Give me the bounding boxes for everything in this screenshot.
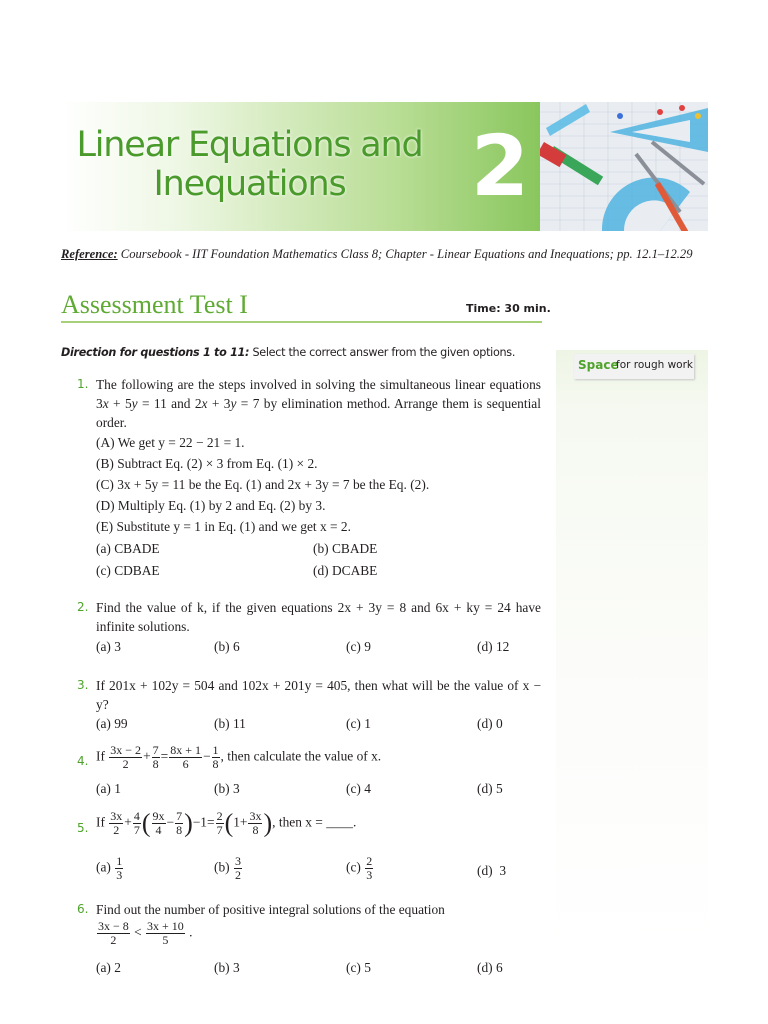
fraction: $\frac{7}{8}$ [152,743,159,771]
question-equation: If $\frac{3x}{2}$ + $\frac{4}{7}$ ( $\frac{9x}{4}$ − $\frac{7}{8}$ )−1= $\frac{2}{7}$ (1+ $\frac{3x}{8}$ ), then x = ____. [96,808,357,838]
option-c[interactable]: (c) 4 [346,781,371,796]
question-number: 3. [77,678,89,692]
option-b[interactable]: (b) 6 [214,639,240,654]
step-a: (A) We get y = 22 − 21 = 1. [96,435,245,450]
question-number: 2. [77,600,89,614]
option-b[interactable]: (b) $\frac{3}{2}$ [214,854,241,882]
rough-work-label: for rough work [616,359,694,371]
fraction: $\frac{8x + 1}{6}$ [170,743,201,771]
rough-work-area [556,350,708,975]
option-c[interactable]: (c) $\frac{2}{3}$ [346,854,373,882]
fraction: $\frac{1}{8}$ [212,743,219,771]
test-title: Assessment Test I [61,290,248,319]
step-e: (E) Substitute y = 1 in Eq. (1) and we get x = 2. [96,519,351,534]
option-a[interactable]: (a) 99 [96,716,128,731]
option-b[interactable]: (b) CBADE [313,541,378,556]
option-a[interactable]: (a) CBADE [96,541,160,556]
chapter-number: 2 [470,117,530,215]
option-a[interactable]: (a) 3 [96,639,121,654]
step-c: (C) 3x + 5y = 11 be the Eq. (1) and 2x + 3y = 7 be the Eq. (2). [96,477,430,492]
direction-text [61,346,515,359]
reference-note [61,245,708,264]
option-c[interactable]: (c) 9 [346,639,371,654]
option-d[interactable]: (d) 0 [477,716,503,731]
option-d[interactable]: (d) 12 [477,639,510,654]
question-equation: If $\frac{3x - 2}{2}$ + $\frac{7}{8}$ = $\frac{8x + 1}{6}$ − $\frac{1}{8}$ , then calculate the value of x. [96,743,382,771]
test-time: Time: 30 min. [466,302,551,315]
option-d[interactable]: (d) 6 [477,960,503,975]
direction-instruction: Select the correct answer from the given options. [249,346,516,359]
question-number: 5. [77,821,89,835]
question-text: Find out the number of positive integral solutions of the equation [96,902,445,917]
option-d[interactable]: (d) 3 [477,863,507,878]
question-number: 6. [77,902,89,916]
reference-text: Coursebook - IIT Foundation Mathematics Class 8; Chapter - Linear Equations and Inequations; pp. 12.1–12.29 [117,247,693,261]
step-b: (B) Subtract Eq. (2) × 3 from Eq. (1) × 2. [96,456,318,471]
option-c[interactable]: (c) CDBAE [96,563,160,578]
fraction: $\frac{3x - 2}{2}$ [110,743,142,771]
question-number: 1. [77,377,89,391]
option-b[interactable]: (b) 3 [214,781,240,796]
direction-label: Direction for questions 1 to 11: [61,346,250,359]
geometry-tools-image [540,102,708,231]
option-a[interactable]: (a) $\frac{1}{3}$ [96,854,123,882]
chapter-title: Linear Equations and Inequations [76,125,423,204]
title-divider [61,321,542,323]
option-b[interactable]: (b) 3 [214,960,240,975]
rough-work-tab [574,354,694,379]
option-c[interactable]: (c) 5 [346,960,371,975]
step-d: (D) Multiply Eq. (1) by 2 and Eq. (2) by 3. [96,498,326,513]
option-d[interactable]: (d) DCABE [313,563,378,578]
question-number: 4. [77,754,89,768]
option-a[interactable]: (a) 1 [96,781,121,796]
option-b[interactable]: (b) 11 [214,716,246,731]
question-inequality: $\frac{3x - 8}{2}$ < $\frac{3x + 10}{5}$ . [98,919,193,947]
reference-label: Reference: [61,247,118,261]
question-text: Find the value of k, if the given equations 2x + 3y = 8 and 6x + ky = 24 have infinite solutions. [96,600,541,634]
option-a[interactable]: (a) 2 [96,960,121,975]
question-text: The following are the steps involved in solving the simultaneous linear equations 3x + 5y = 11 and 2x + 3y = 7 by elimination method. Arrange them is sequential order. [96,377,541,430]
chapter-banner [62,102,708,231]
option-c[interactable]: (c) 1 [346,716,371,731]
question-text: If 201x + 102y = 504 and 102x + 201y = 405, then what will be the value of x − y? [96,678,541,712]
option-d[interactable]: (d) 5 [477,781,503,796]
rough-work-space-label: Space [578,358,619,372]
